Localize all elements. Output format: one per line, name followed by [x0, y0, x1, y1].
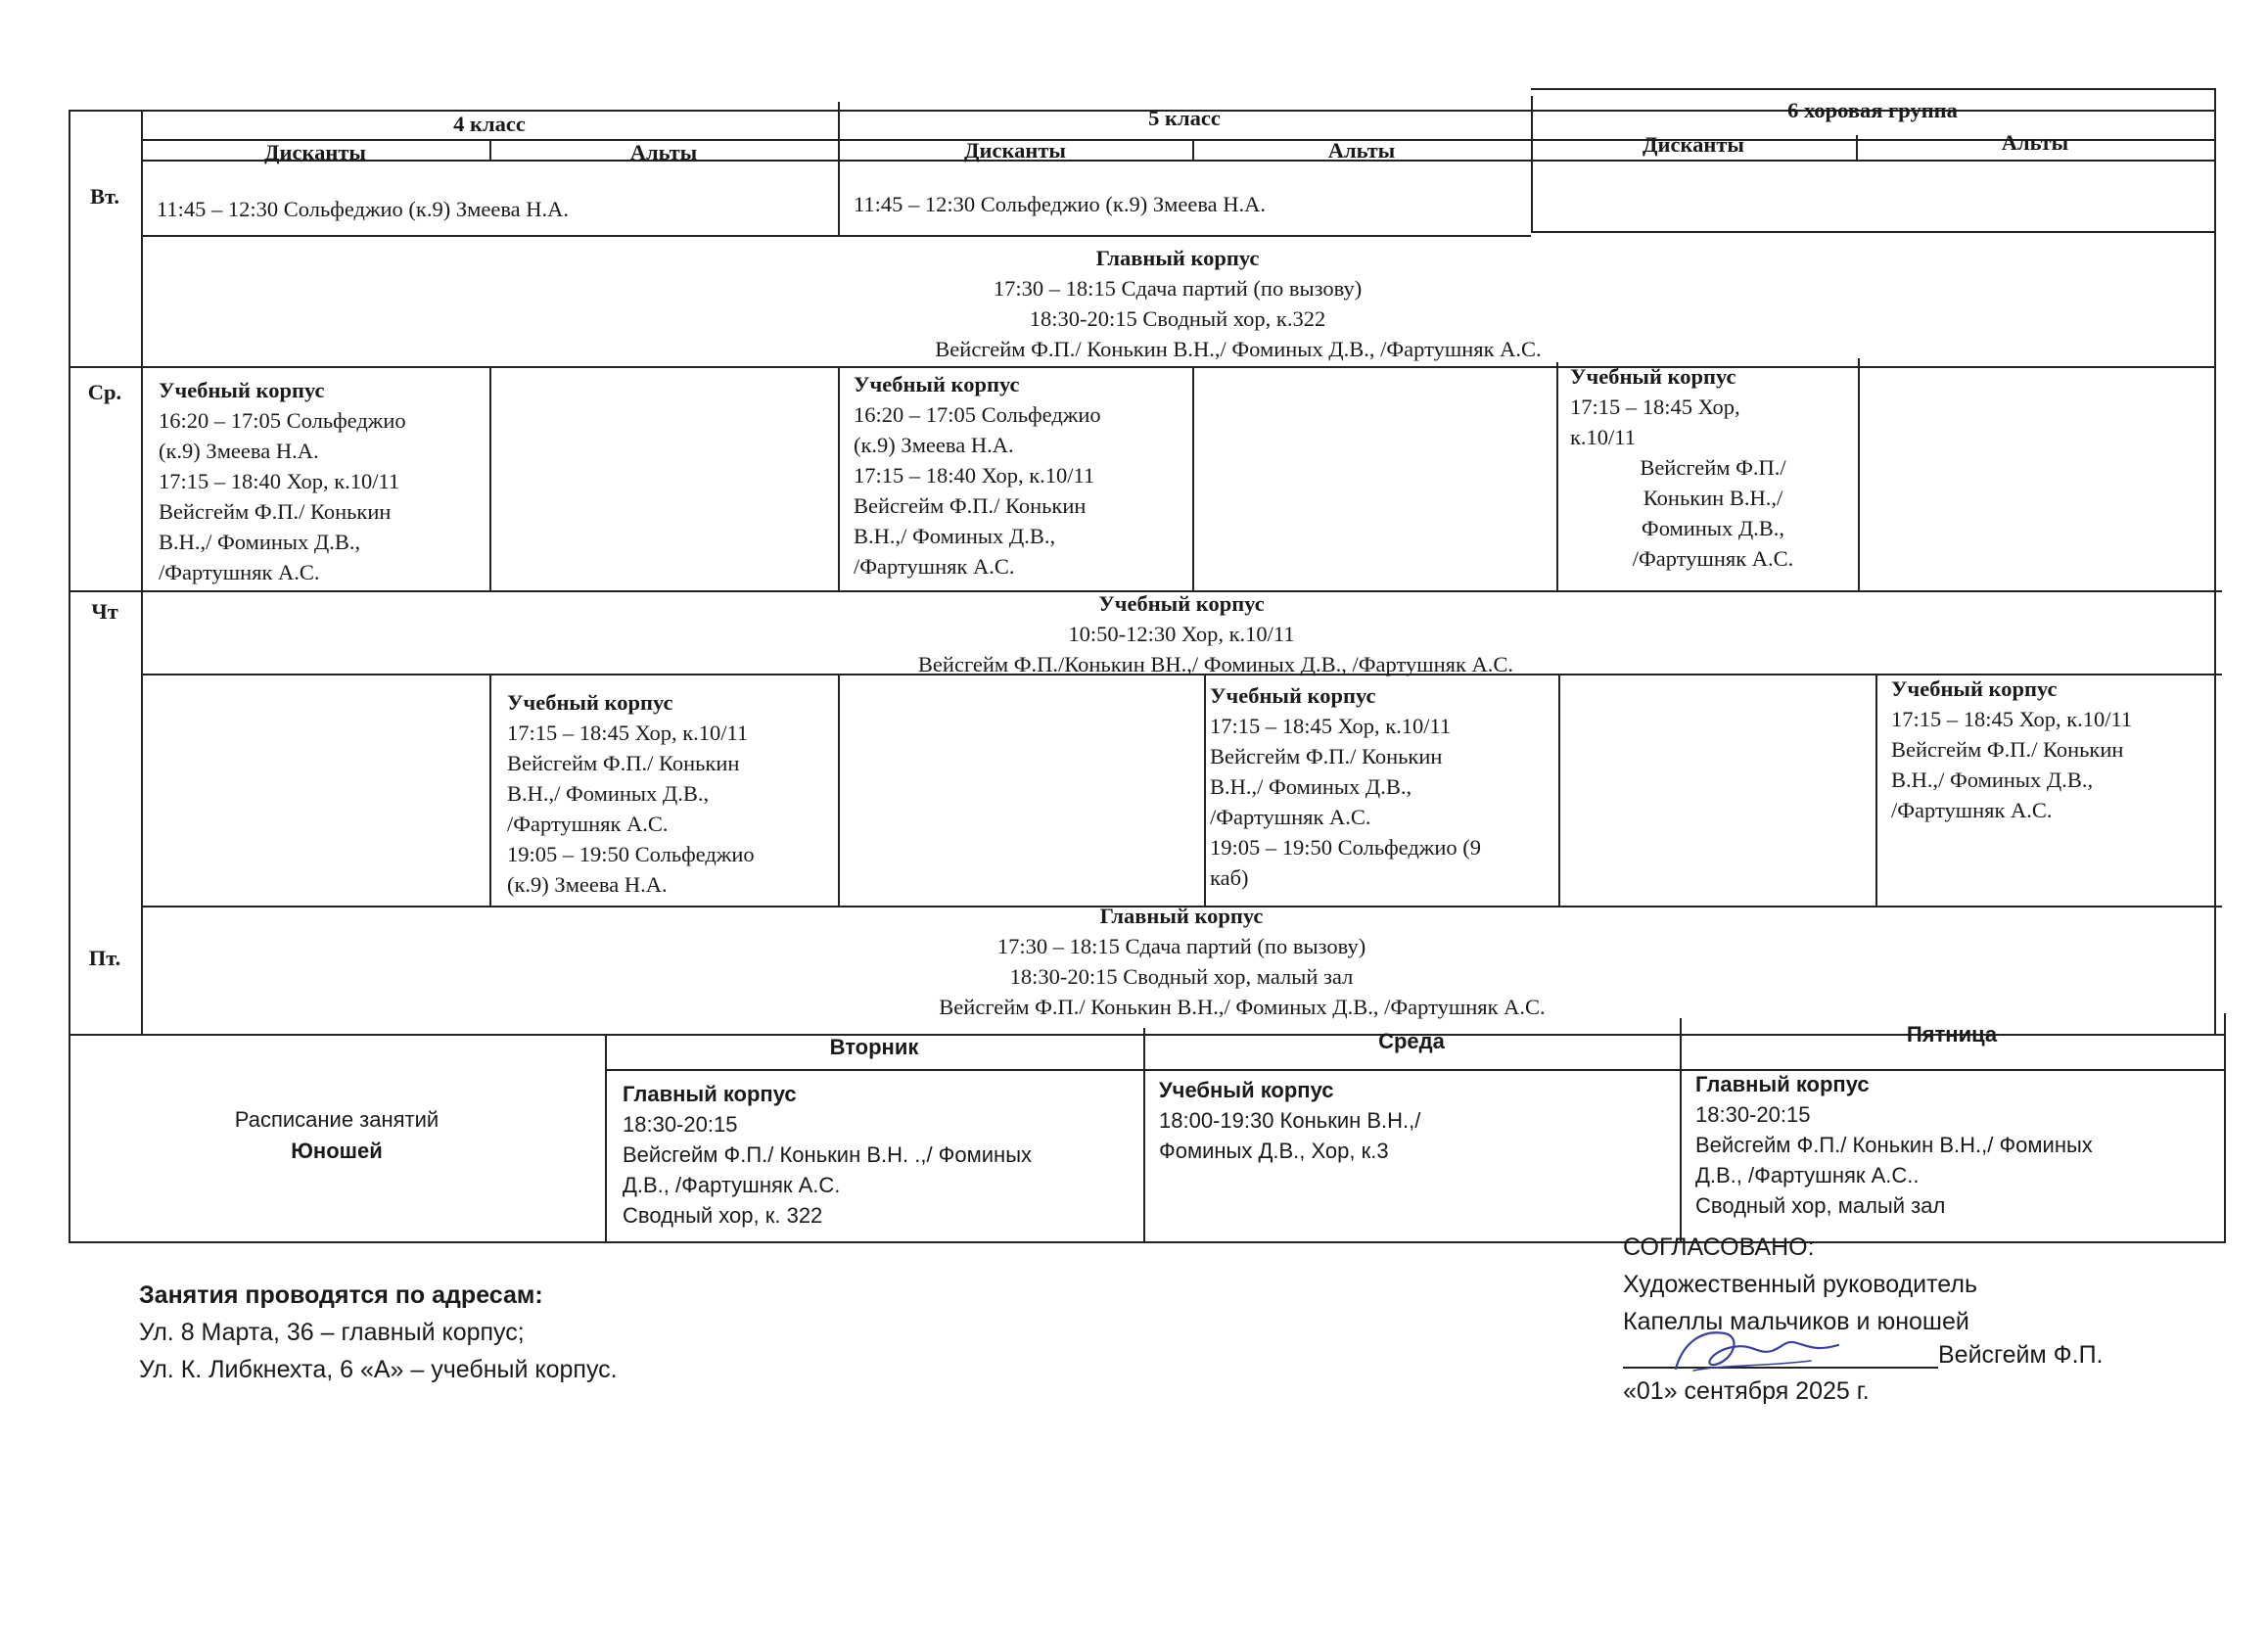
youth-tue-line: 18:30-20:15 [623, 1112, 738, 1137]
fri-divider-5 [1875, 674, 1877, 906]
tue-joint-cell [141, 243, 2214, 364]
youth-tue-cell [623, 1079, 1141, 1231]
approval-name-block [1938, 1336, 2103, 1373]
approval-line-2: Капеллы мальчиков и юношей [1623, 1308, 1969, 1335]
youth-title-line-2: Юношей [291, 1139, 383, 1163]
wed-class4-cell [159, 375, 487, 587]
wed-divider-4 [1556, 362, 1558, 590]
fri-class6-line: Вейсгейм Ф.П./ Конькин [1891, 737, 2124, 762]
tue-joint-line-1: 17:30 – 18:15 Сдача партий (по вызову) [993, 276, 1363, 301]
header-voice-4-alto: Альты [629, 140, 698, 164]
wed-class4-line: В.Н.,/ Фоминых Д.В., [159, 530, 361, 554]
fri-class5-line: 19:05 – 19:50 Сольфеджио (9 [1210, 835, 1481, 860]
day-label-tue: Вт. [90, 184, 119, 209]
header-voice-4-discant: Дисканты [264, 140, 366, 164]
wed-class5-building: Учебный корпус [854, 372, 1020, 396]
fri-divider-1 [489, 674, 491, 906]
wed-class5-line: В.Н.,/ Фоминых Д.В., [854, 524, 1056, 548]
tue-row-divider-right [1531, 231, 2216, 233]
youth-fri-cell [1695, 1069, 2222, 1221]
wed-class5-line: Вейсгейм Ф.П./ Конькин [854, 493, 1087, 518]
wed-class4-line: (к.9) Змеева Н.А. [159, 439, 319, 463]
youth-tue-building: Главный корпус [623, 1082, 797, 1106]
tue-class5-text: 11:45 – 12:30 Сольфеджио (к.9) Змеева Н.А. [854, 192, 1267, 216]
fri-joint-line-2: 18:30-20:15 Сводный хор, малый зал [1009, 964, 1354, 989]
thu-line-1: 10:50-12:30 Хор, к.10/11 [1068, 622, 1295, 646]
wed-class5-line: /Фартушняк А.С. [854, 554, 1015, 579]
tue-class4-cell [157, 194, 569, 224]
youth-fri-building: Главный корпус [1695, 1072, 1870, 1096]
youth-fri-line: Сводный хор, малый зал [1695, 1193, 1946, 1218]
tue-joint-line-2: 18:30-20:15 Сводный хор, к.322 [1029, 306, 1326, 331]
thu-joint-cell [141, 588, 2222, 679]
youth-tue-line: Сводный хор, к. 322 [623, 1203, 823, 1228]
youth-divider-3 [1680, 1018, 1682, 1241]
wed-divider-1 [489, 366, 491, 590]
tue-row-divider [141, 235, 1531, 237]
youth-header-wed: Среда [1378, 1029, 1445, 1053]
header-voice-5-alto: Альты [1327, 138, 1396, 163]
fri-class4-line: Вейсгейм Ф.П./ Конькин [507, 751, 740, 775]
day-label-fri: Пт. [88, 946, 121, 970]
wed-divider-3 [1192, 366, 1194, 590]
fri-class5-line: /Фартушняк А.С. [1210, 805, 1371, 829]
fri-class6-alto-cell [1891, 674, 2214, 825]
fri-class4-line: 19:05 – 19:50 Сольфеджио [507, 842, 755, 866]
table-border-right [2214, 88, 2216, 1034]
header-class-5: 5 класс [1148, 106, 1221, 130]
table-border-left [69, 110, 70, 1241]
fri-class5-alto-cell [1210, 680, 1556, 893]
wed-class6-teacher-line: /Фартушняк А.С. [1632, 546, 1794, 571]
wed-class6-cell [1570, 361, 1856, 574]
addresses-block [139, 1277, 618, 1388]
fri-divider-3 [1204, 674, 1206, 906]
fri-class4-line: 17:15 – 18:45 Хор, к.10/11 [507, 721, 749, 745]
tue-joint-line-3: Вейсгейм Ф.П./ Конькин В.Н.,/ Фоминых Д.В., /Фартушняк А.С. [935, 337, 1542, 361]
wed-class4-line: /Фартушняк А.С. [159, 560, 320, 584]
fri-class4-building: Учебный корпус [507, 690, 673, 715]
day-label-thu: Чт [91, 599, 118, 624]
fri-class6-building: Учебный корпус [1891, 676, 2058, 701]
tue-class4-text: 11:45 – 12:30 Сольфеджио (к.9) Змеева Н.А. [157, 197, 570, 221]
youth-title-line-1: Расписание занятий [234, 1107, 440, 1132]
fri-class5-line: Вейсгейм Ф.П./ Конькин [1210, 744, 1443, 768]
fri-class6-line: 17:15 – 18:45 Хор, к.10/11 [1891, 707, 2133, 731]
wed-class6-line: 17:15 – 18:45 Хор, [1570, 395, 1740, 419]
wed-class6-line: к.10/11 [1570, 425, 1636, 449]
approval-title: СОГЛАСОВАНО: [1623, 1233, 1815, 1261]
fri-class5-building: Учебный корпус [1210, 683, 1376, 708]
wed-class4-line: 17:15 – 18:40 Хор, к.10/11 [159, 469, 400, 493]
fri-joint-line-3: Вейсгейм Ф.П./ Конькин В.Н.,/ Фоминых Д.В., /Фартушняк А.С. [939, 995, 1546, 1019]
wed-class4-line: Вейсгейм Ф.П./ Конькин [159, 499, 392, 524]
fri-class5-line: 17:15 – 18:45 Хор, к.10/11 [1210, 714, 1452, 738]
fri-class4-alto-cell [507, 687, 836, 900]
wed-class6-building: Учебный корпус [1570, 364, 1736, 389]
tue-class5-cell [854, 189, 1266, 219]
header-class-6: 6 хоровая группа [1787, 98, 1958, 122]
wed-class5-line: (к.9) Змеева Н.А. [854, 433, 1014, 457]
fri-class5-line: В.Н.,/ Фоминых Д.В., [1210, 774, 1412, 799]
wed-class5-line: 17:15 – 18:40 Хор, к.10/11 [854, 463, 1095, 488]
signature-image [1664, 1322, 1850, 1380]
fri-joint-cell [141, 901, 2222, 1022]
approval-name: Вейсгейм Ф.П. [1938, 1341, 2104, 1369]
youth-border-right [2224, 1013, 2226, 1241]
fri-class4-line: (к.9) Змеева Н.А. [507, 872, 668, 897]
youth-tue-line: Д.В., /Фартушняк А.С. [623, 1173, 841, 1197]
youth-divider-2 [1143, 1028, 1145, 1241]
fri-divider-4 [1558, 674, 1560, 906]
wed-row-top [69, 366, 2216, 368]
wed-class4-building: Учебный корпус [159, 378, 325, 402]
fri-class4-line: /Фартушняк А.С. [507, 812, 669, 836]
fri-divider-2 [838, 674, 840, 906]
fri-joint-line-1: 17:30 – 18:15 Сдача партий (по вызову) [996, 934, 1366, 958]
addresses-title: Занятия проводятся по адресам: [139, 1281, 543, 1309]
youth-fri-line: 18:30-20:15 [1695, 1102, 1811, 1127]
wed-class6-teacher-line: Фоминых Д.В., [1641, 516, 1785, 540]
wed-class4-line: 16:20 – 17:05 Сольфеджио [159, 408, 406, 433]
youth-title-cell [69, 1104, 605, 1167]
youth-wed-building: Учебный корпус [1159, 1078, 1334, 1102]
fri-class6-line: /Фартушняк А.С. [1891, 798, 2053, 822]
fri-class5-line: каб) [1210, 865, 1249, 890]
header-voice-6-alto: Альты [2001, 130, 2069, 155]
thu-line-2: Вейсгейм Ф.П./Конькин ВН.,/ Фоминых Д.В., /Фартушняк А.С. [917, 652, 1514, 676]
youth-fri-line: Вейсгейм Ф.П./ Конькин В.Н.,/ Фоминых [1695, 1133, 2093, 1157]
wed-class5-cell [854, 369, 1190, 582]
address-study: Ул. К. Либкнехта, 6 «А» – учебный корпус. [139, 1356, 618, 1383]
header-voice-6-discant: Дисканты [1643, 132, 1744, 157]
fri-class6-line: В.Н.,/ Фоминых Д.В., [1891, 768, 2094, 792]
wed-divider-5 [1858, 358, 1860, 590]
fri-joint-building: Главный корпус [1099, 904, 1264, 928]
youth-divider-1 [605, 1034, 607, 1241]
wed-class6-teacher-line: Вейсгейм Ф.П./ [1640, 455, 1786, 480]
day-label-wed: Ср. [87, 380, 122, 404]
youth-wed-cell [1159, 1075, 1678, 1166]
youth-wed-line: 18:00-19:30 Конькин В.Н.,/ [1159, 1108, 1421, 1133]
thu-building: Учебный корпус [1098, 591, 1265, 616]
header-class-4: 4 класс [453, 112, 526, 136]
youth-wed-line: Фоминых Д.В., Хор, к.3 [1159, 1139, 1389, 1163]
approval-line-1: Художественный руководитель [1623, 1271, 1977, 1298]
wed-divider-2 [838, 366, 840, 590]
youth-fri-line: Д.В., /Фартушняк А.С.. [1695, 1163, 1920, 1187]
fri-class4-line: В.Н.,/ Фоминых Д.В., [507, 781, 710, 806]
youth-tue-line: Вейсгейм Ф.П./ Конькин В.Н. .,/ Фоминых [623, 1142, 1033, 1167]
table-border-top-right [1531, 88, 2214, 90]
address-main: Ул. 8 Марта, 36 – главный корпус; [139, 1319, 525, 1346]
youth-header-tue: Вторник [829, 1035, 919, 1059]
header-voice-5-discant: Дисканты [964, 138, 1066, 163]
tue-joint-building: Главный корпус [1095, 246, 1260, 270]
youth-header-fri: Пятница [1906, 1022, 1998, 1047]
approval-date: «01» сентября 2025 г. [1623, 1377, 1870, 1405]
wed-class6-teacher-line: Конькин В.Н.,/ [1643, 486, 1783, 510]
wed-class5-line: 16:20 – 17:05 Сольфеджио [854, 402, 1101, 427]
